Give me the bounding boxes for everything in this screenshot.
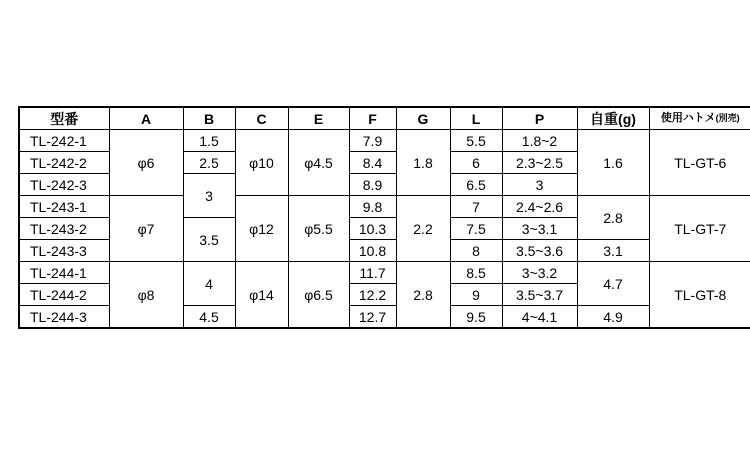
cell-c: φ12 [235, 196, 288, 262]
cell-model: TL-244-1 [19, 262, 109, 284]
cell-l: 9 [450, 284, 502, 306]
cell-f: 11.7 [349, 262, 396, 284]
cell-e: φ4.5 [288, 130, 349, 196]
cell-weight: 4.9 [577, 306, 649, 329]
header-eyelet-main: 使用ハトメ [660, 112, 716, 124]
cell-l: 5.5 [450, 130, 502, 152]
cell-eyelet: TL-GT-7 [649, 196, 750, 262]
cell-f: 12.7 [349, 306, 396, 329]
cell-a: φ6 [109, 130, 183, 196]
cell-model: TL-242-1 [19, 130, 109, 152]
header-eyelet-sub: (別売) [715, 113, 740, 123]
spec-table [18, 106, 750, 329]
header-model: 型番 [19, 107, 109, 130]
header-eyelet [649, 107, 750, 130]
cell-eyelet: TL-GT-6 [649, 130, 750, 196]
cell-f: 8.4 [349, 152, 396, 174]
cell-f: 9.8 [349, 196, 396, 218]
cell-p: 2.3~2.5 [502, 152, 577, 174]
header-b: B [183, 107, 235, 130]
cell-model: TL-244-3 [19, 306, 109, 329]
cell-f: 7.9 [349, 130, 396, 152]
cell-p: 3 [502, 174, 577, 196]
cell-f: 12.2 [349, 284, 396, 306]
cell-b: 3.5 [183, 218, 235, 262]
cell-a: φ8 [109, 262, 183, 329]
cell-model: TL-243-3 [19, 240, 109, 262]
header-row [19, 107, 750, 130]
cell-model: TL-242-3 [19, 174, 109, 196]
cell-c: φ10 [235, 130, 288, 196]
cell-g: 2.8 [396, 262, 450, 329]
cell-b: 4 [183, 262, 235, 306]
cell-e: φ5.5 [288, 196, 349, 262]
cell-p: 4~4.1 [502, 306, 577, 329]
cell-l: 7.5 [450, 218, 502, 240]
cell-b: 3 [183, 174, 235, 218]
table-row [19, 262, 750, 284]
header-l: L [450, 107, 502, 130]
cell-p: 2.4~2.6 [502, 196, 577, 218]
cell-weight: 4.7 [577, 262, 649, 306]
cell-model: TL-243-2 [19, 218, 109, 240]
header-e: E [288, 107, 349, 130]
cell-p: 3~3.2 [502, 262, 577, 284]
cell-a: φ7 [109, 196, 183, 262]
cell-l: 6 [450, 152, 502, 174]
header-g: G [396, 107, 450, 130]
cell-g: 2.2 [396, 196, 450, 262]
cell-g: 1.8 [396, 130, 450, 196]
header-a: A [109, 107, 183, 130]
cell-b: 2.5 [183, 152, 235, 174]
cell-f: 10.8 [349, 240, 396, 262]
cell-model: TL-244-2 [19, 284, 109, 306]
cell-b: 4.5 [183, 306, 235, 329]
cell-model: TL-243-1 [19, 196, 109, 218]
cell-eyelet: TL-GT-8 [649, 262, 750, 329]
cell-weight: 2.8 [577, 196, 649, 240]
cell-b: 1.5 [183, 130, 235, 152]
cell-p: 3.5~3.7 [502, 284, 577, 306]
cell-e: φ6.5 [288, 262, 349, 329]
cell-f: 8.9 [349, 174, 396, 196]
cell-l: 8.5 [450, 262, 502, 284]
cell-l: 8 [450, 240, 502, 262]
cell-p: 3.5~3.6 [502, 240, 577, 262]
cell-weight: 3.1 [577, 240, 649, 262]
header-weight: 自重(g) [577, 107, 649, 130]
cell-weight: 1.6 [577, 130, 649, 196]
header-f: F [349, 107, 396, 130]
cell-l: 7 [450, 196, 502, 218]
header-p: P [502, 107, 577, 130]
cell-c: φ14 [235, 262, 288, 329]
cell-l: 6.5 [450, 174, 502, 196]
cell-f: 10.3 [349, 218, 396, 240]
table-row [19, 196, 750, 218]
cell-model: TL-242-2 [19, 152, 109, 174]
cell-p: 3~3.1 [502, 218, 577, 240]
cell-l: 9.5 [450, 306, 502, 329]
header-c: C [235, 107, 288, 130]
cell-p: 1.8~2 [502, 130, 577, 152]
table-row [19, 130, 750, 152]
